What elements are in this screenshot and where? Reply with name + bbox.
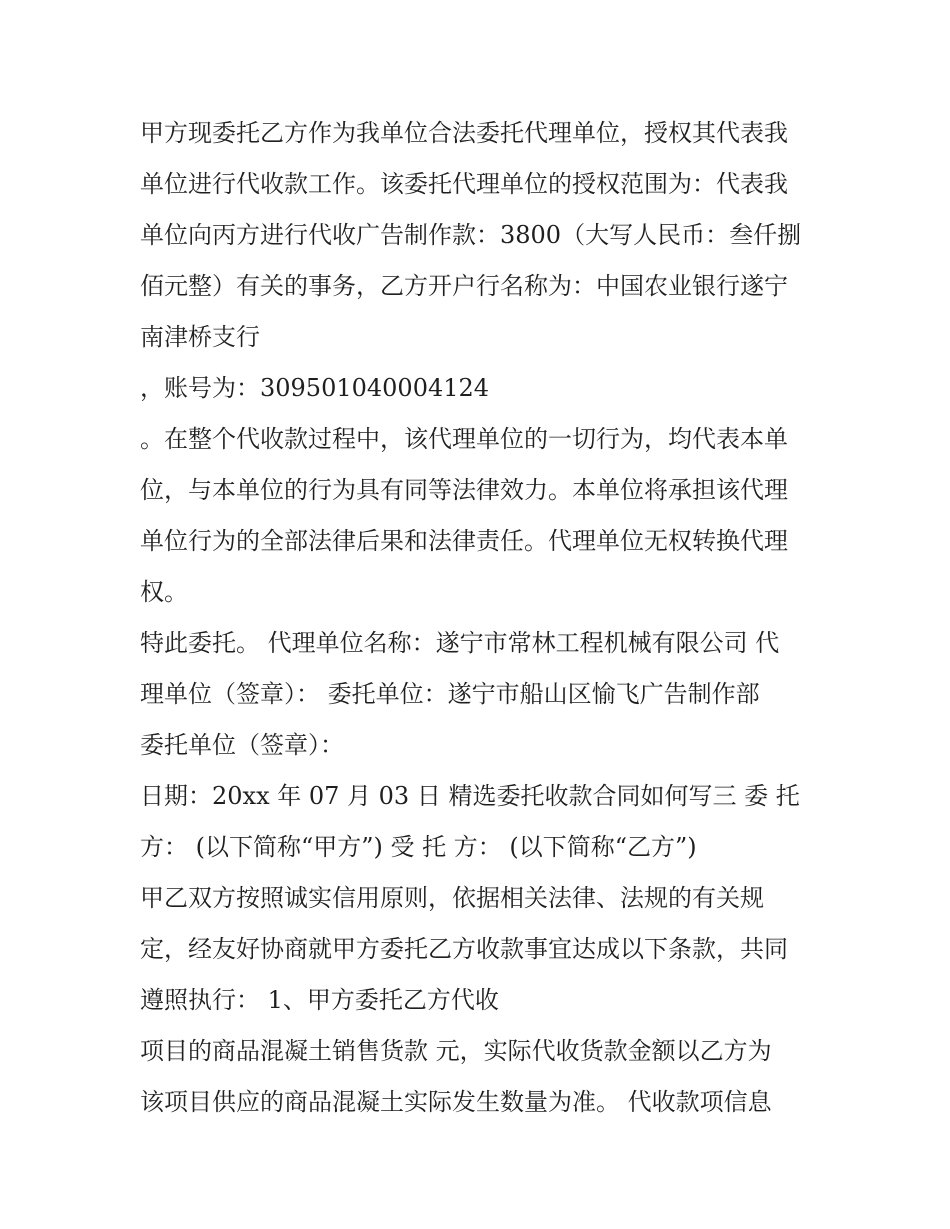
text-line: ，账号为：309501040004124 (140, 374, 490, 402)
text-line: 权。 (140, 578, 188, 606)
text-line: 甲乙双方按照诚实信用原则，依据相关法律、法规的有关规 (140, 884, 764, 912)
text-line: 项目的商品混凝土销售货款 元，实际代收货款金额以乙方为 (140, 1037, 772, 1065)
text-line: 单位进行代收款工作。该委托代理单位的授权范围为：代表我 (140, 170, 788, 198)
text-line: 甲方现委托乙方作为我单位合法委托代理单位，授权其代表我 (140, 119, 788, 147)
text-line: 委托单位（签章）： (140, 731, 344, 759)
text-line: 。在整个代收款过程中，该代理单位的一切行为，均代表本单 (140, 425, 788, 453)
text-line: 单位向丙方进行代收广告制作款：3800（大写人民币：叁仟捌 (140, 221, 802, 249)
text-line: 该项目供应的商品混凝土实际发生数量为准。 代收款项信息 (140, 1088, 772, 1116)
text-line: 位，与本单位的行为具有同等法律效力。本单位将承担该代理 (140, 476, 788, 504)
text-line: 单位行为的全部法律后果和法律责任。代理单位无权转换代理 (140, 527, 788, 555)
text-line: 特此委托。 代理单位名称：遂宁市常林工程机械有限公司 代 (140, 629, 780, 657)
text-line: 南津桥支行 (140, 323, 260, 351)
text-line: 定，经友好协商就甲方委托乙方收款事宜达成以下条款，共同 (140, 935, 788, 963)
document-body (140, 108, 820, 1128)
text-line: 佰元整）有关的事务，乙方开户行名称为：中国农业银行遂宁 (140, 272, 788, 300)
text-line: 理单位（签章）： 委托单位：遂宁市船山区愉飞广告制作部 (140, 680, 760, 708)
text-line: 日期：20xx 年 07 月 03 日 精选委托收款合同如何写三 委 托 (140, 782, 800, 810)
text-line: 遵照执行： 1、甲方委托乙方代收 (140, 986, 499, 1014)
text-line: 方： (以下简称“甲方”) 受 托 方： (以下简称“乙方”) (140, 833, 697, 861)
